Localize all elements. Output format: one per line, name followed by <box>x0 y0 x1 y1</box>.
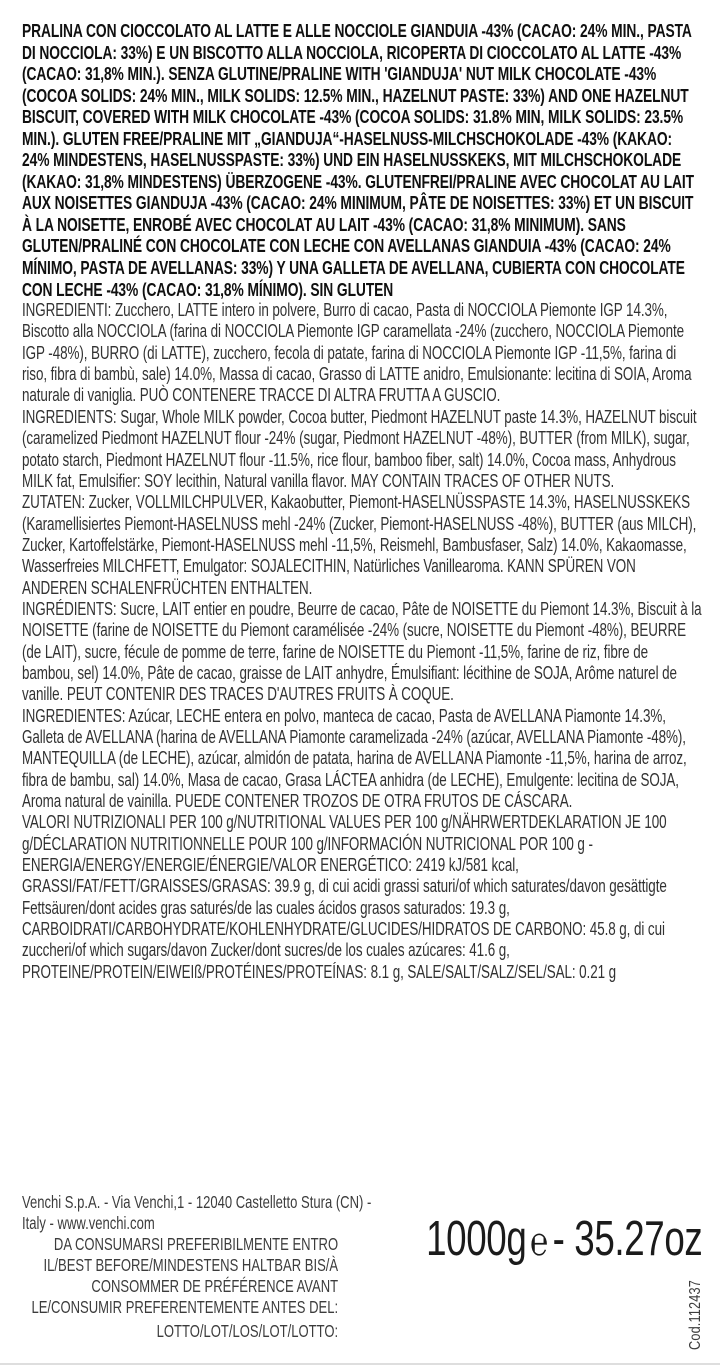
net-weight <box>425 1212 702 1266</box>
net-weight-metric: 1000g <box>425 1212 527 1266</box>
label-bottom-edge <box>0 1363 720 1365</box>
best-before-text: DA CONSUMARSI PREFERIBILMENTE ENTRO IL/BEST BEFORE/MINDESTENS HALTBAR BIS/À CONSOMMER DE PRÉFÉRENCE AVANT LE/CONSUMIR PREFERENTEMENTE ANTES DEL: <box>31 1233 339 1317</box>
ingredients-italian: INGREDIENTI: Zucchero, LATTE intero in polvere, Burro di cacao, Pasta di NOCCIOLA Piemonte IGP 14.3%, Biscotto alla NOCCIOLA (farina di NOCCIOLA Piemonte IGP caramellata -24% (zucchero, NOCCIOLA Piemonte IGP -48%), BURRO (di LATTE), zucchero, fecola di patate, farina di NOCCIOLA Piemonte IGP -11,5%, farina di riso, fibra di bambù, sale) 14.0%, Massa di cacao, Grasso di LATTE anidro, Emulsionante: lecitina di SOIA, Aroma naturale di vaniglia. PUÒ CONTENERE TRACCE DI ALTRA FRUTTA A GUSCIO. <box>22 300 692 406</box>
ingredients-german: ZUTATEN: Zucker, VOLLMILCHPULVER, Kakaobutter, Piemont-HASELNÜSSPASTE 14.3%, HASELNUSSKEKS (Karamellisiertes Piemont-HASELNUSS mehl -24% (Zucker, Piemont-HASELNUSS -48%), BUTTER (aus MILCH), Zucker, Kartoffelstärke, Piemont-HASELNUSS mehl -11,5%, Reismehl, Bambusfaser, Salz) 14.0%, Kakaomasse, Wasserfreies MILCHFETT, Emulgator: SOJALECITHIN, Natürliches Vanillearoma. KANN SPÜREN VON ANDEREN SCHALENFRÜCHTEN ENTHALTEN. <box>22 492 697 598</box>
ingredients-spanish: INGREDIENTES: Azúcar, LECHE entera en polvo, manteca de cacao, Pasta de AVELLANA Piamonte 14.3%, Galleta de AVELLANA (harina de AVELLANA Piamonte caramelizada -24% (azúcar, AVELLANA Piamonte -48%), MANTEQUILLA (de LECHE), azúcar, almidón de patata, harina de AVELLANA Piamonte -11,5%, harina de arroz, fibra de bambu, sal) 14.0%, Masa de cacao, Grasa LÁCTEA anhidra (de LECHE), Emulgente: lecitina de SOJA, Aroma natural de vainilla. PUEDE CONTENER TROZOS DE OTRA FRUTOS DE CÁSCARA. <box>22 705 687 812</box>
nutrition-declaration: VALORI NUTRIZIONALI PER 100 g/NUTRITIONAL VALUES PER 100 g/NÄHRWERTDEKLARATION JE 100 g/DÉCLARATION NUTRITIONNELLE POUR 100 g/INFORMACIÓN NUTRICIONAL POR 100 g - ENERGIA/ENERGY/ENERGIE/ÉNERGIE/VALOR ENERGÉTICO: 2419 kJ/581 kcal, GRASSI/FAT/FETT/GRAISSES/GRASAS: 39.9 g, di cui acidi grassi saturi/of which saturates/davon gesättigte Fettsäuren/dont acides gras saturés/de las cuales ácidos grasos saturados: 19.3 g, CARBOIDRATI/CARBOHYDRATE/KOHLENHYDRATE/GLUCIDES/HIDRATOS DE CARBONO: 45.8 g, di cui zuccheri/of which sugars/davon Zucker/dont sucres/de los cuales azúcares: 41.6 g, PROTEINE/PROTEIN/EIWEIß/PROTÉINES/PROTEÍNAS: 8.1 g, SALE/SALT/SALZ/SEL/SAL: 0.21 g <box>22 812 667 982</box>
ingredients-french: INGRÉDIENTS: Sucre, LAIT entier en poudre, Beurre de cacao, Pâte de NOISETTE du Piemont 14.3%, Biscuit à la NOISETTE (farine de NOISETTE du Piemont caramélisée -24% (sucre, NOISETTE du Piemont -48%), BEURRE (de LAIT), sucre, fécule de pomme de terre, farine de NOISETTE du Piemont -11,5%, farine de riz, fibre de bambou, sel) 14.0%, Pâte de cacao, graisse de LAIT anhydre, Émulsifiant: lécithine de SOJA, Arôme naturel de vanille. PEUT CONTENIR DES TRACES D'AUTRES FRUITS À COQUE. <box>22 598 702 705</box>
manufacturer-address: Venchi S.p.A. - Via Venchi,1 - 12040 Castelletto Stura (CN) - Italy - www.venchi.com <box>22 1192 372 1233</box>
product-description: PRALINA CON CIOCCOLATO AL LATTE E ALLE NOCCIOLE GIANDUIA -43% (CACAO: 24% MIN., PASTA DI NOCCIOLA: 33%) E UN BISCOTTO ALLA NOCCIOLA, RICOPERTA DI CIOCCOLATO AL LATTE -43% (CACAO: 31,8% MIN.). SENZA GLUTINE/PRALINE WITH 'GIANDUJA' NUT MILK CHOCOLATE -43% (COCOA SOLIDS: 24% MIN., MILK SOLIDS: 12.5% MIN., HAZELNUT PASTE: 33%) AND ONE HAZELNUT BISCUIT, COVERED WITH MILK CHOCOLATE -43% (COCOA SOLIDS: 31.8% MIN, MILK SOLIDS: 23.5% MIN.). GLUTEN FREE/PRALINE MIT „GIANDUJA“-HASELNUSS-MILCHSCHOKOLADE -43% (KAKAO: 24% MINDESTENS, HASELNUSSPASTE: 33%) UND EIN HASELNUSSKEKS, MIT MILCHSCHOKOLADE (KAKAO: 31,8% MINDESTENS) ÜBERZOGENE -43%. GLUTENFREI/PRALINE AVEC CHOCOLAT AU LAIT AUX NOISETTES GIANDUJA -43% (CACAO: 24% MINIMUM, PÂTE DE NOISETTES: 33%) ET UN BISCUIT À LA NOISETTE, ENROBÉ AVEC CHOCOLAT AU LAIT -43% (CACAO: 31,8% MINIMUM). SANS GLUTEN/PRALINÉ CON CHOCOLATE CON LECHE CON AVELLANAS GIANDUIA -43% (CACAO: 24% MÍNIMO, PASTA DE AVELLANAS: 33%) Y UNA GALLETA DE AVELLANA, CUBIERTA CON CHOCOLATE CON LECHE -43% (CACAO: 31,8% MÍNIMO). SIN GLUTEN <box>22 20 695 300</box>
net-weight-imperial: - 35.27oz <box>552 1212 702 1266</box>
footer-column <box>22 1192 404 1342</box>
label-text-column <box>22 20 702 983</box>
ingredients-english: INGREDIENTS: Sugar, Whole MILK powder, Cocoa butter, Piedmont HAZELNUT paste 14.3%, HAZELNUT biscuit (caramelized Piedmont HAZELNUT flour -24% (sugar, Piedmont HAZELNUT -48%), BUTTER (from MILK), sugar, potato starch, Piedmont HAZELNUT flour -11.5%, rice flour, bamboo fiber, salt) 14.0%, Cocoa mass, Anhydrous MILK fat, Emulsifier: SOY lecithin, Natural vanilla flavor. MAY CONTAIN TRACES OF OTHER NUTS. <box>22 406 697 491</box>
estimated-sign-icon: ℮ <box>529 1219 548 1264</box>
product-code: Cod.112437 <box>687 1280 704 1350</box>
lot-label: LOTTO/LOT/LOS/LOT/LOTTO: <box>156 1321 339 1342</box>
